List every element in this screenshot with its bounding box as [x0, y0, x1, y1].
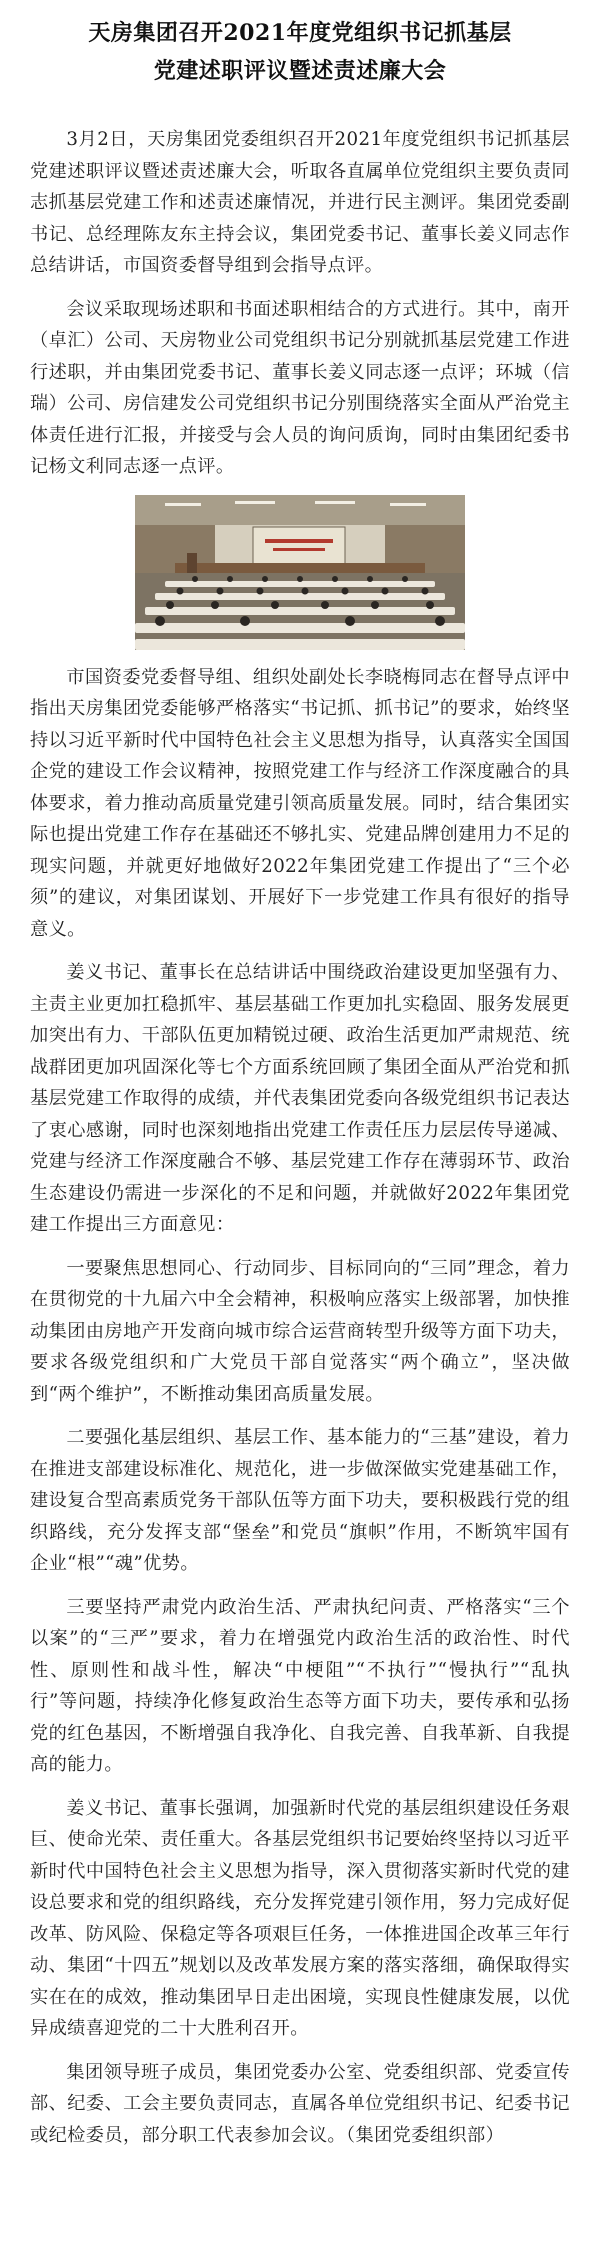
article-title-line-1: 天房集团召开2021年度党组织书记抓基层	[88, 20, 512, 46]
article-body	[30, 124, 570, 2151]
article-title-line-2: 党建述职评议暨述责述廉大会	[153, 58, 447, 84]
paragraph-point-three: 三要坚持严肃党内政治生活、严肃执纪问责、严格落实“三个以案”的“三严”要求，着力在增强党内政治生活的政治性、时代性、原则性和战斗性，解决“中梗阻”“不执行”“慢执行”“乱执行”等问题，持续净化修复政治生态等方面下功夫，要传承和弘扬党的红色基因，不断增强自我净化、自我完善、自我革新、自我提高的能力。	[30, 1596, 570, 1775]
paragraph-supervision-review: 市国资委党委督导组、组织处副处长李晓梅同志在督导点评中指出天房集团党委能够严格落实“书记抓、抓书记”的要求，始终坚持以习近平新时代中国特色社会主义思想为指导，认真落实全国国企党的建设工作会议精神，按照党建工作与经济工作深度融合的具体要求，着力推动高质量党建引领高质量发展。同时，结合集团实际也提出党建工作存在基础还不够扎实、党建品牌创建用力不足的现实问题，并就更好地做好2022年集团党建工作提出了“三个必须”的建议，对集团谋划、开展好下一步党建工作具有很好的指导意义。	[30, 666, 570, 940]
meeting-hall-illustration	[135, 495, 465, 650]
paragraph-summary-speech: 姜义书记、董事长在总结讲话中围绕政治建设更加坚强有力、主责主业更加扛稳抓牢、基层基础工作更加扎实稳固、服务发展更加突出有力、干部队伍更加精锐过硬、政治生活更加严肃规范、统战群团更加巩固深化等七个方面系统回顾了集团全面从严治党和抓基层党建工作取得的成绩，并代表集团党委向各级党组织书记表达了衷心感谢，同时也深刻地指出党建工作责任压力层层传导递减、党建与经济工作深度融合不够、基层党建工作存在薄弱环节、政治生态建设仍需进一步深化的不足和问题，并就做好2022年集团党建工作提出三方面意见：	[30, 962, 570, 1235]
paragraph-meeting-format: 会议采取现场述职和书面述职相结合的方式进行。其中，南开（卓汇）公司、天房物业公司党组织书记分别就抓基层党建工作进行述职，并由集团党委书记、董事长姜义同志逐一点评；环城（信瑞）公司、房信建发公司党组织书记分别围绕落实全面从严治党主体责任进行汇报，并接受与会人员的询问质询，同时由集团纪委书记杨文利同志逐一点评。	[30, 298, 570, 477]
paragraph-attendees: 集团领导班子成员，集团党委办公室、党委组织部、党委宣传部、纪委、工会主要负责同志，直属各单位党组织书记、纪委书记或纪检委员，部分职工代表参加会议。（集团党委组织部）	[30, 2061, 570, 2146]
paragraph-point-one: 一要聚焦思想同心、行动同步、目标同向的“三同”理念，着力在贯彻党的十九届六中全会精神，积极响应落实上级部署，加快推动集团由房地产开发商向城市综合运营商转型升级等方面下功夫，要求各级党组织和广大党员干部自觉落实“两个确立”，坚决做到“两个维护”，不断推动集团高质量发展。	[30, 1257, 570, 1405]
meeting-photo	[135, 495, 465, 650]
paragraph-emphasis: 姜义书记、董事长强调，加强新时代党的基层组织建设任务艰巨、使命光荣、责任重大。各基层党组织书记要始终坚持以习近平新时代中国特色社会主义思想为指导，深入贯彻落实新时代党的建设总要求和党的组织路线，充分发挥党建引领作用，努力完成好促改革、防风险、保稳定等各项艰巨任务，一体推进国企改革三年行动、集团“十四五”规划以及改革发展方案的落实落细，确保取得实实在在的成效，推动集团早日走出困境，实现良性健康发展，以优异成绩喜迎党的二十大胜利召开。	[30, 1797, 570, 2039]
paragraph-point-two: 二要强化基层组织、基层工作、基本能力的“三基”建设，着力在推进支部建设标准化、规范化，进一步做深做实党建基础工作，建设复合型高素质党务干部队伍等方面下功夫，要积极践行党的组织路线，充分发挥支部“堡垒”和党员“旗帜”作用，不断筑牢国有企业“根”“魂”优势。	[30, 1427, 570, 1574]
paragraph-opening: 3月2日，天房集团党委组织召开2021年度党组织书记抓基层党建述职评议暨述责述廉大会，听取各直属单位党组织主要负责同志抓基层党建工作和述责述廉情况，并进行民主测评。集团党委副书记、总经理陈友东主持会议，集团党委书记、董事长姜义同志作总结讲话，市国资委督导组到会指导点评。	[30, 129, 570, 276]
article-title	[30, 0, 570, 90]
